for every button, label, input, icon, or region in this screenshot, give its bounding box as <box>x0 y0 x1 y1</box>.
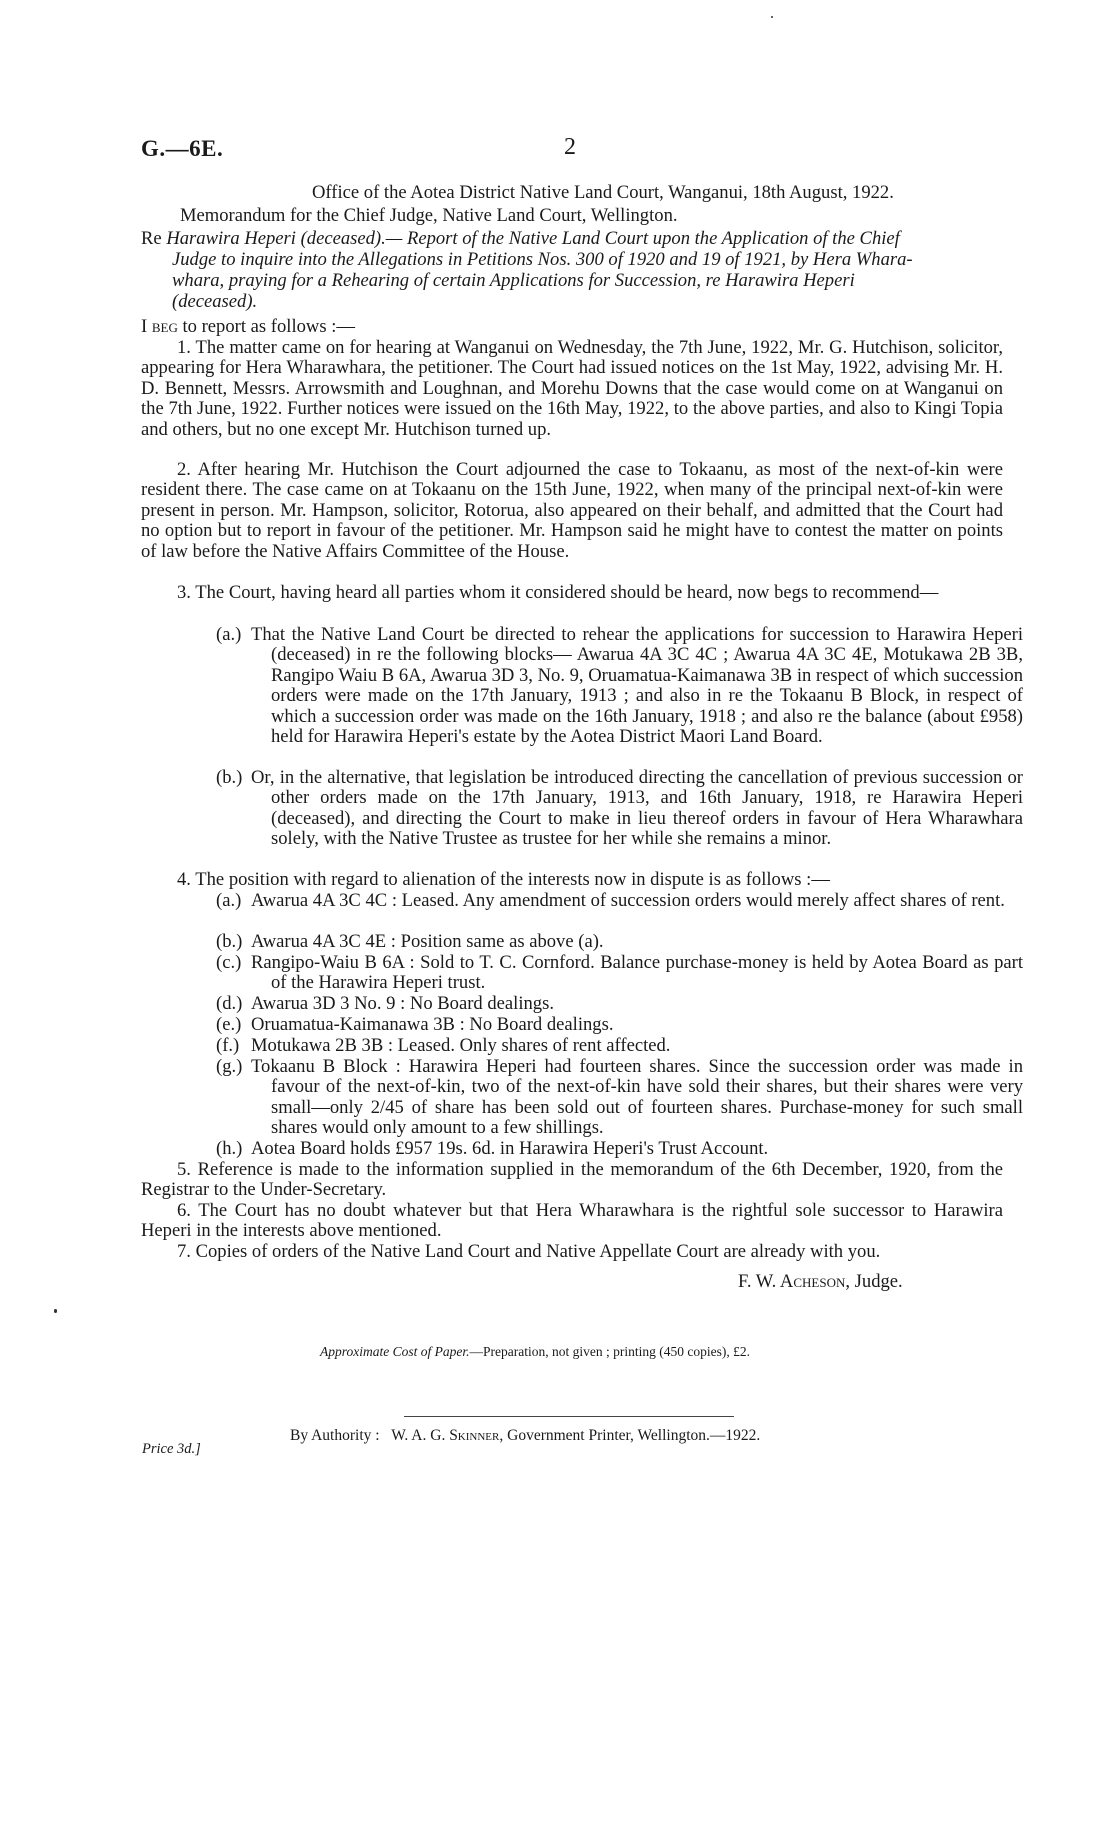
paragraph-3: 3. The Court, having heard all parties whom it considered should be heard, now begs to recommend— <box>177 582 939 603</box>
re-subject: Harawira Heperi (deceased). <box>166 228 386 249</box>
intro-rest: to report as follows :— <box>177 316 355 337</box>
recommendation-a: That the Native Land Court be directed to rehear the applications for succession to Harawira Heperi (deceased) in re the following blocks— Awarua 4A 3C 4C ; Awarua 4A 3C 4E, Motukawa 2B 3B, Rangipo Waiu B 6A, Awarua 3D 3, No. 9, Oruamatua-Kaimanawa 3B in respect of which succession orders were made on the 17th January, 1913 ; and also in re the Tokaanu B Block, in respect of which a succession order was made on the 16th January, 1918 ; and also re the balance (about £958) held for Harawira Heperi's estate by the Aotea District Maori Land Board. <box>251 624 1023 748</box>
footer-divider <box>404 1416 734 1417</box>
signature-title: , Judge. <box>845 1271 903 1292</box>
alienation-item-e: Oruamatua-Kaimanawa 3B : No Board dealings. <box>251 1014 614 1035</box>
paragraph-6: 6. The Court has no doubt whatever but that Hera Wharawhara is the rightful sole successor to Harawira Heperi in the interests above mentioned. <box>141 1200 1003 1242</box>
paragraph-2: 2. After hearing Mr. Hutchison the Court adjourned the case to Tokaanu, as most of the next-of-kin were resident there. The case came on at Tokaanu on the 15th June, 1922, when many of the principal next-of-kin were present in person. Mr. Hampson, solicitor, Rotorua, also appeared on their behalf, and admitted that the Court had no option but to report in favour of the petitioner. Mr. Hampson said he might have to contest the matter on points of law before the Native Affairs Committee of the House. <box>141 459 1003 562</box>
paragraph-5: 5. Reference is made to the information supplied in the memorandum of the 6th December, 1920, from the Registrar to the Under-Secretary. <box>141 1159 1003 1201</box>
printer-rest: , Government Printer, Wellington.—1922. <box>499 1427 761 1444</box>
ink-speck <box>771 16 773 18</box>
ink-speck <box>54 1309 57 1313</box>
printer-imprint <box>290 1427 760 1445</box>
alienation-item-d: Awarua 3D 3 No. 9 : No Board dealings. <box>251 993 554 1014</box>
item-label: (f.) <box>216 1035 240 1056</box>
page-number: 2 <box>564 134 576 160</box>
item-label: (g.) <box>216 1056 243 1077</box>
item-label: (b.) <box>216 767 243 788</box>
cost-text: —Preparation, not given ; printing (450 copies), £2. <box>469 1344 750 1359</box>
item-label: (e.) <box>216 1014 242 1035</box>
alienation-item-g: Tokaanu B Block : Harawira Heperi had fourteen shares. Since the succession order was made in favour of the next-of-kin, two of the next-of-kin have sold their shares, but their shares were very small—only 2/45 of share has been sold out of fourteen shares. Purchase-money for such small shares would only amount to a few shillings. <box>251 1056 1023 1139</box>
paragraph-4: 4. The position with regard to alienation of the interests now in dispute is as follows :— <box>177 869 830 890</box>
re-line-1 <box>141 229 900 250</box>
office-line: Office of the Aotea District Native Land Court, Wanganui, 18th August, 1922. <box>312 182 894 203</box>
item-label: (c.) <box>216 952 242 973</box>
printer-name: W. A. G. Skinner <box>391 1427 500 1444</box>
alienation-item-b: Awarua 4A 3C 4E : Position same as above (a). <box>251 931 604 952</box>
authority-label: By Authority : <box>290 1427 380 1444</box>
alienation-item-h: Aotea Board holds £957 19s. 6d. in Harawira Heperi's Trust Account. <box>251 1138 769 1159</box>
intro-beg: I beg <box>141 316 178 337</box>
re-line-4: (deceased). <box>172 291 258 312</box>
item-label: (a.) <box>216 890 242 911</box>
memorandum-line: Memorandum for the Chief Judge, Native Land Court, Wellington. <box>180 205 678 226</box>
re-line-2: Judge to inquire into the Allegations in Petitions Nos. 300 of 1920 and 19 of 1921, by Hera Whara- <box>172 249 913 270</box>
document-reference: G.—6E. <box>141 136 224 161</box>
signature-name: F. W. Acheson <box>738 1271 846 1292</box>
price: Price 3d.] <box>142 1441 201 1457</box>
intro-line <box>141 317 355 338</box>
recommendation-b: Or, in the alternative, that legislation be introduced directing the cancellation of previous succession or other orders made on the 17th January, 1913, and 16th January, 1918, re Harawira Heperi (deceased), and directing the Court to make in lieu thereof orders in favour of Hera Wharawhara solely, with the Native Trustee as trustee for her while she remains a minor. <box>251 767 1023 850</box>
alienation-item-f: Motukawa 2B 3B : Leased. Only shares of rent affected. <box>251 1035 671 1056</box>
item-label: (h.) <box>216 1138 243 1159</box>
re-line-text: — Report of the Native Land Court upon the Application of the Chief <box>385 228 900 249</box>
re-prefix: Re <box>141 228 162 249</box>
item-label: (b.) <box>216 931 243 952</box>
cost-note <box>320 1344 750 1360</box>
cost-label: Approximate Cost of Paper. <box>320 1344 470 1359</box>
item-label: (d.) <box>216 993 243 1014</box>
alienation-item-c: Rangipo-Waiu B 6A : Sold to T. C. Cornford. Balance purchase-money is held by Aotea Board as part of the Harawira Heperi trust. <box>251 952 1023 994</box>
paragraph-1: 1. The matter came on for hearing at Wanganui on Wednesday, the 7th June, 1922, Mr. G. Hutchison, solicitor, appearing for Hera Wharawhara, the petitioner. The Court had issued notices on the 1st May, 1922, advising Mr. H. D. Bennett, Messrs. Arrowsmith and Loughnan, and Morehu Downs that the case would come on at Wanganui on the 7th June, 1922. Further notices were issued on the 16th May, 1922, to the above parties, and also to Kingi Topia and others, but no one except Mr. Hutchison turned up. <box>141 337 1003 440</box>
alienation-item-a: Awarua 4A 3C 4C : Leased. Any amendment of succession orders would merely affect shares of rent. <box>251 890 1005 911</box>
item-label: (a.) <box>216 624 242 645</box>
paragraph-7: 7. Copies of orders of the Native Land Court and Native Appellate Court are already with you. <box>177 1241 881 1262</box>
re-line-3: whara, praying for a Rehearing of certain Applications for Succession, re Harawira Heperi <box>172 270 855 291</box>
signature <box>738 1272 903 1293</box>
